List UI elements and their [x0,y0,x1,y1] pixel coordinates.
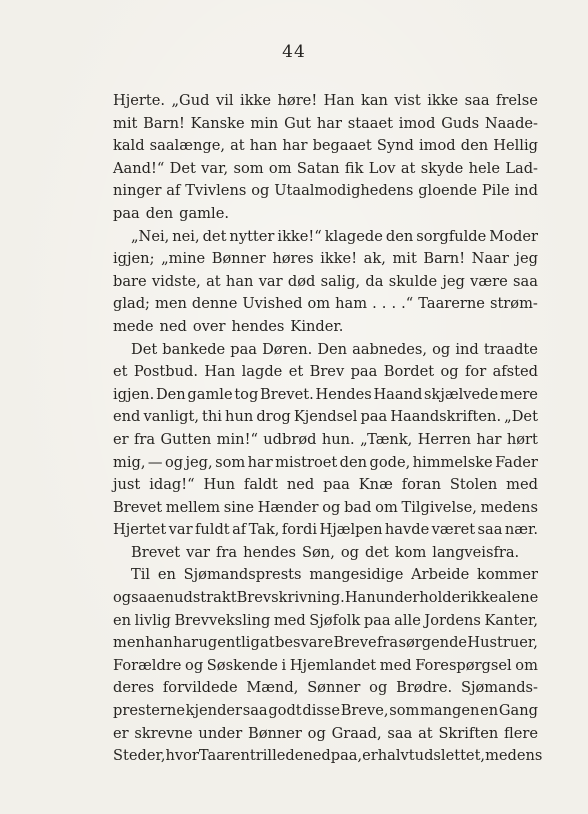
text-line: men han har ugentlig at besvare Breve fra sørgende Hustruer, [113,634,538,652]
text-line: Aand!“ Det var, som om Satan fik Lov at skyde hele Lad- [113,159,538,177]
paragraph [113,226,538,339]
text-line: bare vidste, at han var død salig, da skulde jeg være saa [113,272,538,290]
paragraph [113,564,543,767]
text-line: presterne kjender saa godt disse Breve, som mangen en Gang [113,702,538,720]
paragraph [113,339,538,542]
body-text [113,90,543,768]
text-line: Forældre og Søskende i Hjemlandet med Forespørgsel om [113,656,538,674]
paragraph [113,542,538,565]
text-line: Brevet mellem sine Hænder og bad om Tilgivelse, medens [113,498,538,516]
text-line: paa den gamle. [113,204,229,222]
text-line: er fra Gutten min!“ udbrød hun. „Tænk, Herren har hørt [113,430,538,448]
text-line: igjen; „mine Bønner høres ikke! ak, mit Barn! Naar jeg [113,250,538,268]
text-line: kald saalænge, at han har begaaet Synd imod den Hellig [113,137,538,155]
text-line: glad; men denne Uvished om ham . . . .“ Taarerne strøm- [113,295,538,313]
text-line: Steder, hvor Taaren trillede nedpaa, er halvt udslettet, medens [113,747,543,765]
text-line: end vanligt, thi hun drog Kjendsel paa Haandskriften. „Det [113,408,538,426]
text-line: Hjertet var fuldt af Tak, fordi Hjælpen havde været saa nær. [113,521,538,539]
text-line: en livlig Brevveksling med Sjøfolk paa alle Jordens Kanter, [113,611,538,629]
text-line: Det bankede paa Døren. Den aabnedes, og ind traadte [131,340,538,358]
text-line: just idag!“ Hun faldt ned paa Knæ foran Stolen med [113,476,538,494]
text-line: mig, — og jeg, som har mistroet den gode, himmelske Fader [113,453,538,471]
text-line: „Nei, nei, det nytter ikke!“ klagede den sorgfulde Moder [131,227,538,245]
text-line: ogsaa en udstrakt Brevskrivning. Han underholder ikke alene [113,589,539,607]
text-line: mede ned over hendes Kinder. [113,317,344,335]
text-line: mit Barn! Kanske min Gut har staaet imod Guds Naade- [113,114,538,132]
text-line: Til en Sjømandsprests mangesidige Arbeide kommer [131,566,538,584]
paragraph [113,90,538,226]
text-line: ninger af Tvivlens og Utaalmodighedens gloende Pile ind [113,182,538,200]
text-line: igjen. Den gamle tog Brevet. Hendes Haand skjælvede mere [113,385,538,403]
text-line: deres forvildede Mænd, Sønner og Brødre. Sjømands- [113,679,538,697]
text-line: er skrevne under Bønner og Graad, saa at Skriften flere [113,724,538,742]
text-line: et Postbud. Han lagde et Brev paa Bordet og for afsted [113,363,538,381]
page-number: 44 [282,42,306,62]
text-line: Brevet var fra hendes Søn, og det kom langveisfra. [131,543,520,561]
text-line: Hjerte. „Gud vil ikke høre! Han kan vist ikke saa frelse [113,92,538,109]
